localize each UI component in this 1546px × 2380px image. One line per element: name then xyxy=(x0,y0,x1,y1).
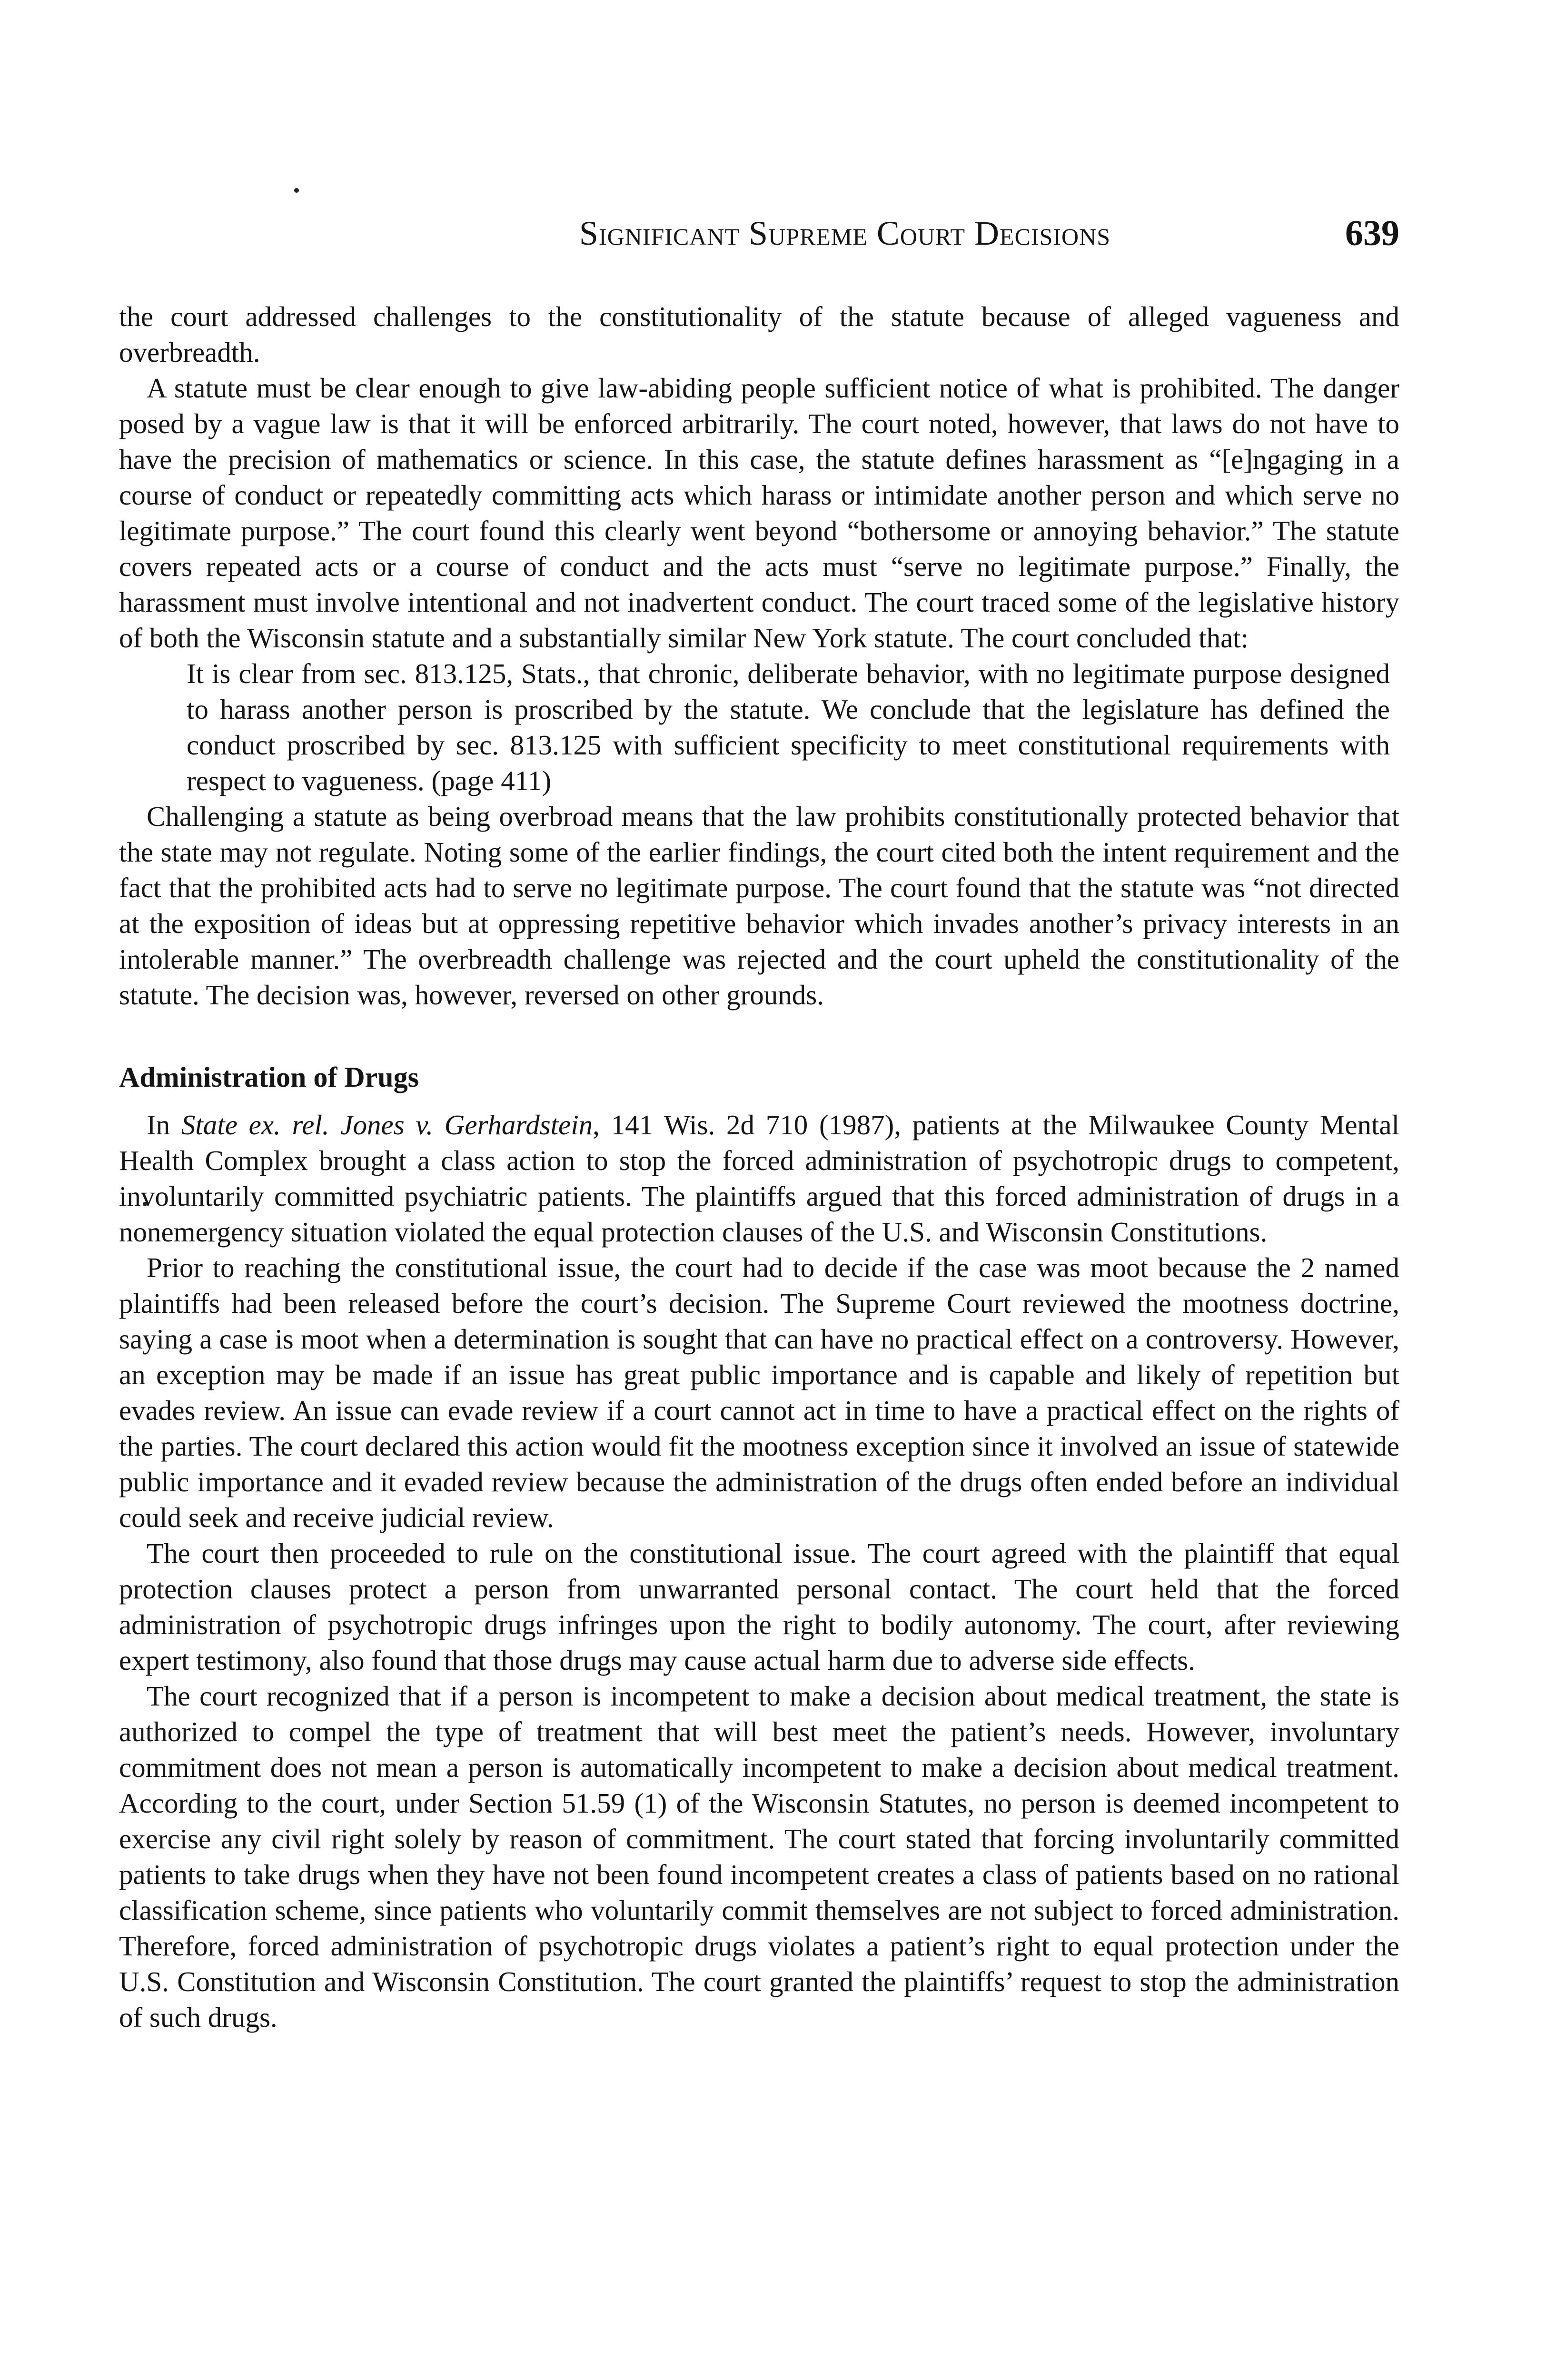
page-body xyxy=(119,299,1399,2035)
running-head: Significant Supreme Court Decisions xyxy=(579,214,1111,252)
paragraph: A statute must be clear enough to give law-abiding people sufficient notice of what is prohibited. The danger posed by a vague law is that it will be enforced arbitrarily. The court noted, however, that laws do not have to have the precision of mathematics or science. In this case, the statute defines harassment as “[e]ngaging in a course of conduct or repeatedly committing acts which harass or intimidate another person and which serve no legitimate purpose.” The court found this clearly went beyond “bothersome or annoying behavior.” The statute covers repeated acts or a course of conduct and the acts must “serve no legitimate purpose.” Finally, the harassment must involve intentional and not inadvertent conduct. The court traced some of the legislative history of both the Wisconsin statute and a substantially similar New York statute. The court concluded that: xyxy=(119,372,1399,654)
page-header xyxy=(119,207,1399,259)
paragraph: the court addressed challenges to the constitutionality of the statute because of alleged vagueness and overbreadth. xyxy=(119,301,1399,368)
print-speck xyxy=(294,188,299,193)
paragraph: Prior to reaching the constitutional issue, the court had to decide if the case was moot because the 2 named plaintiffs had been released before the court’s decision. The Supreme Court reviewed the mootness doctrine, saying a case is moot when a determination is sought that can have no practical effect on a controversy. However, an exception may be made if an issue has great public importance and is capable and likely of repetition but evades review. An issue can evade review if a court cannot act in time to have a practical effect on the rights of the parties. The court declared this action would fit the mootness exception since it involved an issue of statewide public importance and it evaded review because the administration of the drugs often ended before an individual could seek and receive judicial review. xyxy=(119,1252,1399,1533)
paragraph: Challenging a statute as being overbroad means that the law prohibits constitutionally protected behavior that the state may not regulate. Noting some of the earlier findings, the court cited both the intent requirement and the fact that the prohibited acts had to serve no legitimate purpose. The court found that the statute was “not directed at the exposition of ideas but at oppressing repetitive behavior which invades another’s privacy interests in an intolerable manner.” The overbreadth challenge was rejected and the court upheld the constitutionality of the statute. The decision was, however, reversed on other grounds. xyxy=(119,801,1399,1011)
paragraph: The court recognized that if a person is incompetent to make a decision about medical treatment, the state is authorized to compel the type of treatment that will best meet the patient’s needs. However, involuntary commitment does not mean a person is automatically incompetent to make a decision about medical treatment. According to the court, under Section 51.59 (1) of the Wisconsin Statutes, no person is deemed incompetent to exercise any civil right solely by reason of commitment. The court stated that forcing involuntarily committed patients to take drugs when they have not been found incompetent creates a class of patients based on no rational classification scheme, since patients who voluntarily commit themselves are not subject to forced administration. Therefore, forced administration of psychotropic drugs violates a patient’s right to equal protection under the U.S. Constitution and Wisconsin Constitution. The court granted the plaintiffs’ request to stop the administration of such drugs. xyxy=(119,1680,1399,2033)
quote-text: It is clear from sec. 813.125, Stats., that chronic, deliberate behavior, with no legitimate purpose designed to harass another person is proscribed by the statute. We conclude that the legislature has defined the conduct proscribed by sec. 813.125 with sufficient specificity to meet constitutional requirements with respect to vagueness. (page 411) xyxy=(187,658,1390,796)
paragraph-intro: In xyxy=(147,1109,181,1140)
paragraph xyxy=(119,1107,1399,1250)
case-citation: State ex. rel. Jones v. Gerhardstein xyxy=(181,1109,593,1140)
block-quote xyxy=(187,656,1390,799)
paragraph: The court then proceeded to rule on the constitutional issue. The court agreed with the plaintiff that equal protection clauses protect a person from unwarranted personal contact. The court held that the forced administration of psychotropic drugs infringes upon the right to bodily autonomy. The court, after reviewing expert testimony, also found that those drugs may cause actual harm due to adverse side effects. xyxy=(119,1537,1399,1676)
section-heading: Administration of Drugs xyxy=(119,1061,419,1093)
paragraph-text: , 141 Wis. 2d 710 (1987), patients at the Milwaukee County Mental Health Complex brought a class action to stop the forced administration of psychotropic drugs to competent, involuntarily committed psychiatric patients. The plaintiffs argued that this forced administration of drugs in a nonemergency situation violated the equal protection clauses of the U.S. and Wisconsin Constitutions. xyxy=(119,1109,1399,1248)
page-number: 639 xyxy=(1345,213,1399,253)
